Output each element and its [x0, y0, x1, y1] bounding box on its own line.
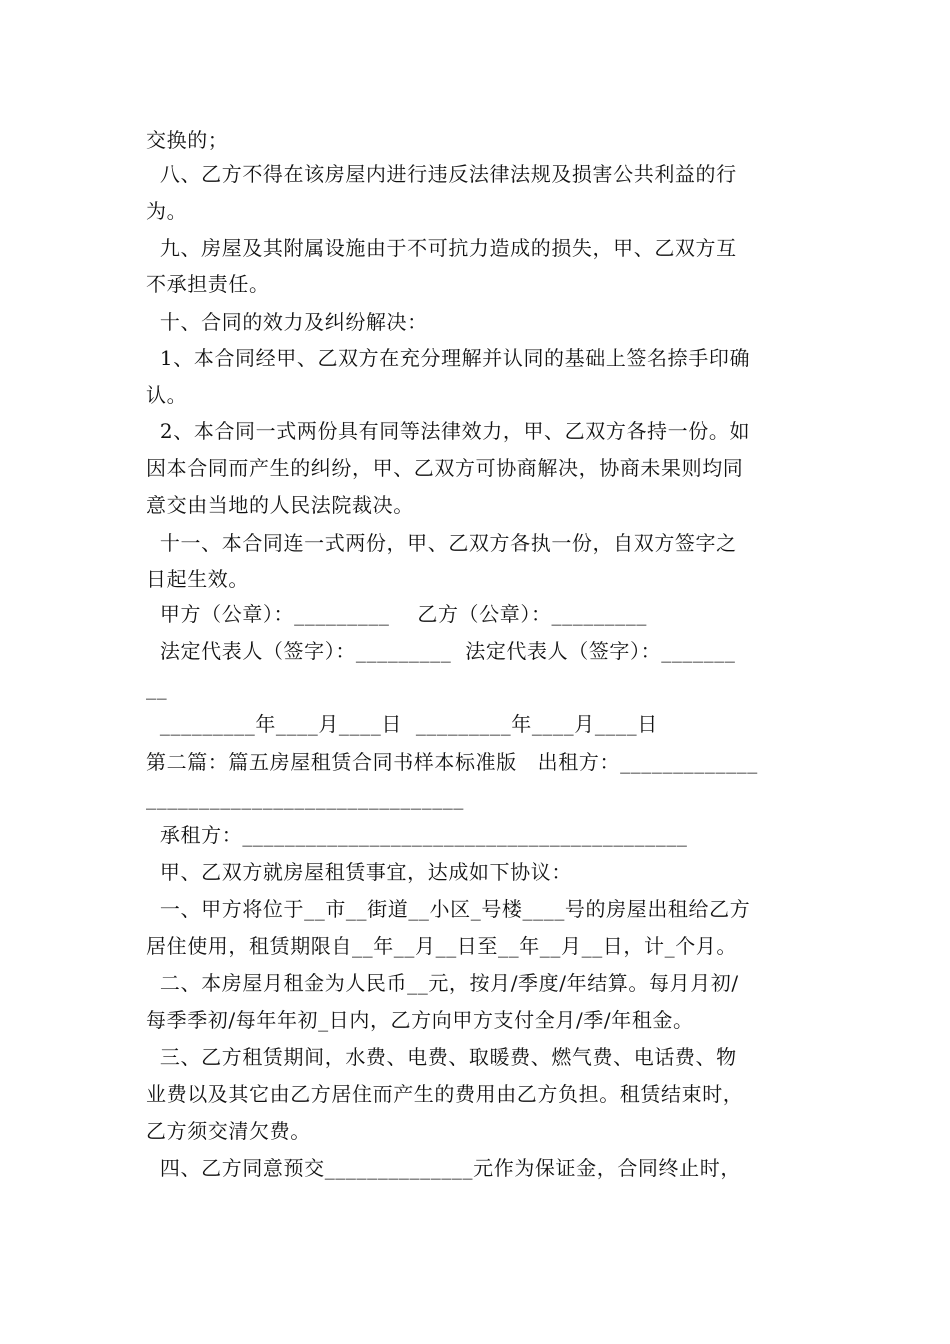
text-line: 八、乙方不得在该房屋内进行违反法律法规及损害公共利益的行	[146, 162, 737, 186]
text-line: 九、房屋及其附属设施由于不可抗力造成的损失，甲、乙双方互	[146, 236, 737, 260]
text-line: 三、乙方租赁期间，水费、电费、取暖费、燃气费、电话费、物	[146, 1045, 737, 1069]
text-line: 意交由当地的人民法院裁决。	[146, 493, 414, 517]
text-line: 四、乙方同意预交______________元作为保证金，合同终止时，	[146, 1156, 741, 1180]
text-line: ______________________________	[146, 786, 464, 810]
lessee-line: 承租方：__________________________________________	[146, 823, 688, 847]
text-line: 甲、乙双方就房屋租赁事宜，达成如下协议：	[146, 860, 572, 884]
text-line: __	[146, 676, 168, 700]
text-line: 1、本合同经甲、乙双方在充分理解并认同的基础上签名捺手印确	[146, 346, 751, 370]
signature-line-representative: 法定代表人（签字）：_________ 法定代表人（签字）：_______	[146, 639, 736, 663]
text-line: 居住使用，租赁期限自__年__月__日至__年__月__日，计_个月。	[146, 934, 737, 958]
text-line: 不承担责任。	[146, 272, 270, 296]
text-line: 日起生效。	[146, 567, 249, 591]
text-line: 业费以及其它由乙方居住而产生的费用由乙方负担。租赁结束时，	[146, 1082, 744, 1106]
section-heading: 第二篇：篇五房屋租赁合同书样本标准版 出租方：_____________	[146, 750, 758, 774]
text-line: 每季季初/每年年初_日内，乙方向甲方支付全月/季/年租金。	[146, 1008, 694, 1032]
signature-line-seal: 甲方（公章）：_________ 乙方（公章）：_________	[146, 602, 647, 626]
text-line: 认。	[146, 383, 188, 407]
text-line: 十、合同的效力及纠纷解决：	[146, 310, 428, 334]
text-line: 二、本房屋月租金为人民币__元，按月/季度/年结算。每月月初/	[146, 971, 739, 995]
text-line: 乙方须交清欠费。	[146, 1119, 311, 1143]
text-line: 交换的；	[146, 128, 229, 152]
text-line: 十一、本合同连一式两份，甲、乙双方各执一份，自双方签字之	[146, 531, 737, 555]
text-line: 2、本合同一式两份具有同等法律效力，甲、乙双方各持一份。如	[146, 419, 751, 443]
text-line: 因本合同而产生的纠纷，甲、乙双方可协商解决，协商未果则均同	[146, 456, 744, 480]
text-line: 为。	[146, 199, 188, 223]
text-line: 一、甲方将位于__市__街道__小区_号楼____号的房屋出租给乙方	[146, 897, 751, 921]
signature-line-date: _________年____月____日 _________年____月____日	[146, 712, 658, 736]
